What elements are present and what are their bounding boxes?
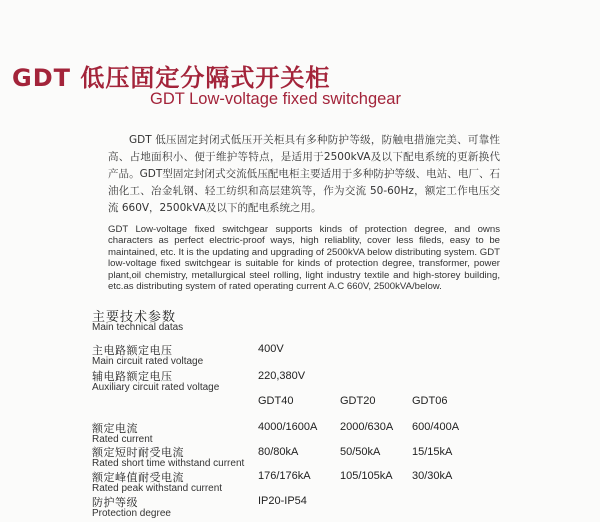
short-time-current-label-en: Rated short time withstand current xyxy=(92,458,245,469)
intro-paragraph-en: GDT Low-voltage fixed switchgear supports kinds of protection degree, and owns characters as perfect electric-proof ways, high reliablity, cover less fileds, easy to be maintained, etc. It is the updating and upgrading of 2500kVA below distributing system. GDT low-voltage fixed switchgear is suitable for kinds of protection degree, transformer, power plant,oil chemistry, metallurgical steel rolling, light industry textile and high-storey building, etc.as distributing system of rated operating current A.C 660V, 2500kVA/below. xyxy=(108,224,500,293)
main-voltage-value: 400V xyxy=(258,343,284,355)
main-voltage-label-zh: 主电路额定电压 xyxy=(92,344,173,357)
rated-current-value: 600/400A xyxy=(412,421,460,433)
rated-current-value: 2000/630A xyxy=(340,421,394,433)
model-header: GDT06 xyxy=(412,395,448,407)
protection-value: IP20-IP54 xyxy=(258,495,307,507)
peak-current-value: 30/30kA xyxy=(412,470,453,482)
intro-paragraph-zh: GDT 低压固定封闭式低压开关柜具有多种防护等级，防触电措施完美、可靠性高、占地面积小、便于维护等特点，是适用于2500kVA及以下配电系统的更新换代产品。GDT型固定封闭式交流低压配电柜主要适用于多种防护等级、电站、电厂、石油化工、冶金轧钢、轻工纺织和高层建筑等，作为交流 50-60Hz，额定工作电压交流 660V，2500kVA及以下的配电系统之用。 xyxy=(108,134,500,214)
rated-current-value: 4000/1600A xyxy=(258,421,318,433)
aux-voltage-label-zh: 辅电路额定电压 xyxy=(92,370,173,383)
model-header: GDT20 xyxy=(340,395,376,407)
short-time-current-value: 15/15kA xyxy=(412,446,453,458)
aux-voltage-label-en: Auxiliary circuit rated voltage xyxy=(92,382,220,393)
short-time-current-value: 50/50kA xyxy=(340,446,381,458)
short-time-current-value: 80/80kA xyxy=(258,446,299,458)
protection-label-en: Protection degree xyxy=(92,508,171,519)
rated-current-label-en: Rated current xyxy=(92,434,153,445)
model-header: GDT40 xyxy=(258,395,294,407)
protection-label-zh: 防护等级 xyxy=(92,496,138,509)
peak-current-label-en: Rated peak withstand current xyxy=(92,483,223,494)
page-subtitle: GDT Low-voltage fixed switchgear xyxy=(150,90,401,108)
specs-heading-zh: 主要技术参数 xyxy=(92,310,177,325)
main-voltage-label-en: Main circuit rated voltage xyxy=(92,356,204,367)
rated-current-label-zh: 额定电流 xyxy=(92,422,138,435)
page-title: GDT 低压固定分隔式开关柜 xyxy=(12,64,331,92)
specs-heading-en: Main technical datas xyxy=(92,322,184,333)
aux-voltage-value: 220,380V xyxy=(258,370,306,382)
peak-current-value: 105/105kA xyxy=(340,470,393,482)
short-time-current-label-zh: 额定短时耐受电流 xyxy=(92,446,184,459)
peak-current-label-zh: 额定峰值耐受电流 xyxy=(92,471,184,484)
peak-current-value: 176/176kA xyxy=(258,470,311,482)
